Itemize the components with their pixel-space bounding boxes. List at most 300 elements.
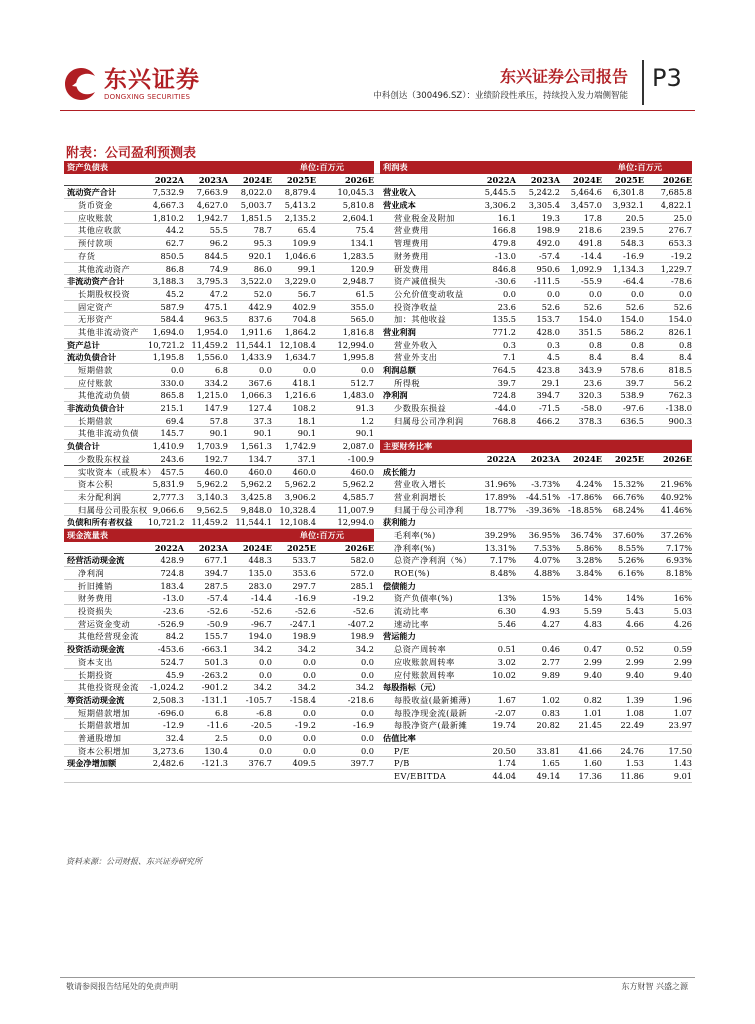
left-value-cell: 47.2 — [209, 288, 228, 299]
right-value-cell: -57.4 — [539, 250, 560, 261]
table-row — [64, 770, 692, 783]
table-row — [64, 732, 692, 745]
right-value-cell: 636.5 — [620, 415, 644, 426]
left-value-cell: 44.2 — [165, 225, 184, 236]
right-value-cell: -18.85% — [568, 504, 602, 515]
right-value-cell: 9.01 — [673, 771, 692, 781]
right-row-label: 归属于母公司净利 — [394, 504, 464, 515]
table-row — [64, 301, 692, 314]
left-value-cell: 1,942.7 — [196, 212, 228, 223]
left-panel-title: 资产负债表 — [67, 162, 108, 172]
right-value-cell: 36.74% — [570, 529, 602, 540]
left-value-cell: 0.0 — [302, 669, 316, 680]
right-row-label: 利润总额 — [383, 365, 416, 375]
right-value-cell: 538.9 — [620, 390, 644, 401]
left-value-cell: 1,634.7 — [284, 352, 316, 363]
right-value-cell: 23.6 — [497, 301, 516, 312]
report-title: 东兴证券公司报告 — [499, 67, 628, 86]
left-value-cell: 283.0 — [248, 580, 272, 591]
right-value-cell: 5.26% — [617, 555, 644, 566]
table-row — [64, 656, 692, 669]
left-row-label: 短期借款 — [78, 365, 113, 375]
right-value-cell: 7.53% — [533, 542, 560, 553]
right-value-cell: 724.8 — [492, 390, 516, 401]
left-value-cell: 2,482.6 — [152, 758, 184, 769]
right-value-cell: 56.2 — [673, 377, 692, 388]
left-value-cell: 1,911.6 — [240, 326, 272, 337]
right-value-cell: 23.6 — [583, 377, 602, 388]
left-value-cell: 0.0 — [360, 745, 374, 756]
right-value-cell: 7,685.8 — [660, 187, 692, 198]
left-row-label: 货币资金 — [78, 200, 113, 211]
table-row — [64, 326, 692, 339]
table-row — [64, 745, 692, 758]
left-row-label: 归属母公司股东权 — [78, 504, 148, 515]
table-row — [64, 491, 692, 504]
table-row — [64, 618, 692, 631]
right-value-cell: 1.65 — [541, 758, 560, 769]
right-value-cell: 0.59 — [673, 644, 692, 655]
right-value-cell: 6.16% — [617, 568, 644, 578]
left-value-cell: 1,216.6 — [284, 390, 316, 401]
left-value-cell: 460.0 — [292, 466, 316, 477]
left-value-cell: 0.0 — [258, 656, 272, 667]
left-value-cell: 75.4 — [355, 225, 374, 236]
left-value-cell: 1,742.9 — [284, 441, 316, 452]
right-row-label: 流动比率 — [394, 606, 429, 617]
left-row-label: 未分配利润 — [78, 491, 122, 502]
right-value-cell: 4.26 — [673, 618, 692, 629]
table-row — [64, 554, 692, 567]
left-row-label: 流动资产合计 — [67, 187, 117, 198]
right-value-cell: 41.46% — [660, 504, 692, 515]
left-value-cell: -16.9 — [295, 593, 316, 604]
table-row — [64, 542, 692, 555]
right-value-cell: 7.1 — [502, 352, 516, 363]
left-value-cell: -6.8 — [256, 707, 272, 718]
right-value-cell: -71.5 — [539, 403, 560, 414]
table-row — [64, 681, 692, 694]
left-value-cell: 215.1 — [160, 403, 184, 414]
right-value-cell: -17.86% — [568, 491, 602, 502]
right-value-cell: 3.28% — [575, 555, 602, 566]
left-value-cell: 9,066.6 — [152, 504, 184, 515]
left-row-label: 短期借款增加 — [78, 707, 131, 718]
left-value-cell: 134.7 — [248, 453, 272, 464]
right-value-cell: 4.88% — [533, 568, 560, 578]
left-value-cell: 145.7 — [160, 428, 184, 439]
right-value-cell: 2.99 — [583, 656, 602, 667]
table-row — [64, 212, 692, 225]
left-value-cell: 12,994.0 — [337, 339, 374, 350]
right-value-cell: -14.4 — [581, 250, 602, 261]
left-value-cell: 355.0 — [350, 301, 374, 312]
left-value-cell: -1,024.2 — [149, 682, 184, 693]
table-row — [64, 707, 692, 720]
left-row-label: 其他经营现金流 — [78, 631, 139, 642]
left-row-label: 其他投资现金流 — [78, 682, 139, 693]
right-row-label: 营业外收入 — [394, 339, 438, 350]
right-value-cell: 0.8 — [630, 339, 644, 350]
right-value-cell: 1,134.3 — [612, 263, 644, 274]
left-value-cell: 448.3 — [248, 555, 272, 566]
left-value-cell: -526.9 — [157, 618, 184, 629]
right-value-cell: 1,229.7 — [660, 263, 692, 274]
left-value-cell: 243.6 — [160, 453, 184, 464]
right-value-cell: 5,445.5 — [484, 187, 516, 198]
table-row — [64, 478, 692, 491]
right-value-cell: 1,092.9 — [570, 263, 602, 274]
left-value-cell: 457.5 — [160, 466, 184, 477]
right-value-cell: 52.6 — [541, 301, 560, 312]
right-value-cell: 3,306.2 — [484, 200, 516, 211]
right-value-cell: 8.55% — [617, 542, 644, 553]
left-value-cell: 460.0 — [350, 466, 374, 477]
right-value-cell: 0.82 — [583, 694, 602, 705]
left-value-cell: 5,413.2 — [284, 200, 316, 211]
table-row — [64, 313, 692, 326]
right-value-cell: 20.5 — [625, 212, 644, 223]
left-year-header: 2022A — [154, 174, 184, 185]
left-value-cell: 1,864.2 — [284, 326, 316, 337]
right-value-cell: 394.7 — [536, 390, 560, 401]
left-value-cell: 2,508.3 — [152, 694, 184, 705]
left-value-cell: 99.1 — [297, 263, 316, 274]
right-value-cell: 7.17% — [665, 542, 692, 553]
left-value-cell: 1,851.5 — [240, 212, 272, 223]
left-value-cell: 475.1 — [204, 301, 228, 312]
left-value-cell: 34.2 — [253, 644, 272, 655]
brand-name-english: DONGXING SECURITIES — [104, 93, 191, 101]
table-row — [64, 351, 692, 364]
left-value-cell: -52.6 — [251, 606, 272, 617]
left-value-cell: 12,108.4 — [279, 339, 316, 350]
left-value-cell: -105.7 — [245, 694, 272, 705]
left-value-cell: 37.3 — [253, 415, 272, 426]
left-value-cell: 32.4 — [165, 732, 184, 743]
left-value-cell: 78.7 — [253, 225, 272, 236]
left-row-label: 少数股东权益 — [78, 453, 131, 464]
right-value-cell: 1.01 — [583, 707, 602, 718]
left-row-label: 无形资产 — [78, 314, 113, 325]
right-value-cell: 22.49 — [620, 720, 644, 731]
right-value-cell: 15.32% — [612, 479, 644, 490]
left-row-label: 净利润 — [78, 568, 105, 578]
left-value-cell: 5,962.2 — [196, 479, 228, 490]
left-row-label: 负债合计 — [67, 441, 100, 452]
right-value-cell: 39.7 — [497, 377, 516, 388]
table-row — [64, 263, 692, 276]
left-value-cell: -52.6 — [295, 606, 316, 617]
right-row-label: 归属母公司净利润 — [394, 415, 464, 426]
left-value-cell: 2,135.2 — [284, 212, 316, 223]
right-value-cell: 1.43 — [673, 758, 692, 769]
right-value-cell: 23.97 — [668, 720, 692, 731]
right-value-cell: 6.30 — [497, 606, 516, 617]
right-year-header: 2025E — [614, 453, 644, 464]
right-row-label: P/B — [394, 758, 410, 769]
right-value-cell: 276.7 — [668, 225, 692, 236]
table-row — [64, 669, 692, 682]
right-row-label: 营业成本 — [383, 200, 416, 211]
right-row-label: EV/EBITDA — [394, 771, 447, 781]
right-value-cell: 37.26% — [660, 529, 692, 540]
table-row — [64, 504, 692, 517]
left-value-cell: 0.0 — [302, 656, 316, 667]
left-value-cell: 2,087.0 — [342, 441, 374, 452]
table-row — [64, 466, 692, 479]
left-row-label: 长期借款增加 — [78, 720, 131, 731]
left-value-cell: 194.0 — [248, 631, 272, 642]
right-value-cell: 846.8 — [492, 263, 516, 274]
right-value-cell: 16.1 — [497, 212, 516, 223]
header-divider — [642, 60, 644, 105]
right-value-cell: 66.76% — [612, 491, 644, 502]
footer-slogan: 东方财智 兴盛之源 — [621, 982, 688, 991]
table-row — [64, 186, 692, 199]
right-value-cell: 548.3 — [620, 238, 644, 249]
left-value-cell: 11,459.2 — [191, 517, 228, 528]
left-value-cell: 10,721.2 — [148, 339, 185, 350]
left-value-cell: 0.0 — [258, 745, 272, 756]
left-value-cell: 584.4 — [160, 314, 184, 325]
left-row-label: 实收资本（或股本） — [78, 466, 157, 477]
left-row-label: 存货 — [78, 250, 96, 261]
left-value-cell: -52.6 — [353, 606, 374, 617]
left-value-cell: 45.9 — [165, 669, 184, 680]
left-value-cell: 3,906.2 — [284, 491, 316, 502]
left-value-cell: 3,522.0 — [240, 276, 272, 287]
left-value-cell: 34.2 — [253, 682, 272, 693]
left-value-cell: -158.4 — [289, 694, 316, 705]
right-value-cell: 320.3 — [578, 390, 602, 401]
left-row-label: 预付款项 — [78, 238, 113, 249]
right-row-label: 少数股东损益 — [394, 403, 447, 414]
right-value-cell: 37.60% — [612, 529, 644, 540]
table-row — [64, 237, 692, 250]
left-row-label: 非流动资产合计 — [67, 276, 125, 287]
left-value-cell: 3,140.3 — [196, 491, 228, 502]
right-panel-unit: 单位:百万元 — [617, 162, 662, 172]
left-value-cell: 2.5 — [214, 732, 228, 743]
left-value-cell: 1,810.2 — [152, 212, 184, 223]
left-value-cell: 0.0 — [170, 365, 184, 375]
left-value-cell: 3,188.3 — [152, 276, 184, 287]
left-value-cell: 460.0 — [204, 466, 228, 477]
left-value-cell: 0.0 — [258, 732, 272, 743]
left-value-cell: 0.0 — [360, 656, 374, 667]
left-value-cell: 5,962.2 — [284, 479, 316, 490]
right-value-cell: 1.53 — [625, 758, 644, 769]
right-value-cell: 52.6 — [673, 301, 692, 312]
right-year-header: 2026E — [662, 453, 692, 464]
right-value-cell: 40.92% — [660, 491, 692, 502]
right-value-cell: -64.4 — [623, 276, 644, 287]
right-value-cell: 4.93 — [541, 606, 560, 617]
left-value-cell: 96.2 — [209, 238, 228, 249]
table-row — [64, 630, 692, 643]
right-value-cell: 1.67 — [497, 694, 516, 705]
right-row-label: 营业外支出 — [394, 352, 438, 363]
right-value-cell: -78.6 — [671, 276, 692, 287]
left-value-cell: -121.3 — [201, 758, 228, 769]
left-value-cell: 37.1 — [297, 453, 316, 464]
left-value-cell: 90.1 — [209, 428, 228, 439]
right-row-label: 营业利润 — [383, 326, 416, 337]
right-value-cell: 466.2 — [536, 415, 560, 426]
right-year-header: 2026E — [662, 174, 692, 185]
right-value-cell: 52.6 — [625, 301, 644, 312]
left-value-cell: 55.5 — [209, 225, 228, 236]
left-value-cell: 0.0 — [302, 732, 316, 743]
right-value-cell: 25.0 — [673, 212, 692, 223]
right-value-cell: -111.5 — [533, 276, 560, 287]
right-value-cell: 0.8 — [588, 339, 602, 350]
table-row — [64, 719, 692, 732]
table-row — [64, 415, 692, 428]
left-value-cell: 837.6 — [248, 314, 272, 325]
table-row — [64, 275, 692, 288]
left-value-cell: 108.2 — [292, 403, 316, 414]
left-value-cell: 442.9 — [248, 301, 272, 312]
left-value-cell: 572.0 — [350, 568, 374, 578]
forecast-table — [64, 161, 692, 783]
left-row-label: 其他非流动资产 — [78, 326, 139, 337]
left-value-cell: 501.3 — [204, 656, 228, 667]
left-row-label: 长期借款 — [78, 415, 113, 426]
table-row — [64, 516, 692, 529]
source-note: 资料来源：公司财报、东兴证券研究所 — [66, 857, 202, 866]
right-value-cell: 10.02 — [492, 669, 516, 680]
left-value-cell: 2,948.7 — [342, 276, 374, 287]
left-value-cell: 1,561.3 — [240, 441, 272, 452]
right-row-label: 营业利润增长 — [394, 491, 447, 502]
right-value-cell: -2.07 — [495, 707, 516, 718]
left-value-cell: 6.8 — [214, 707, 228, 718]
right-value-cell: 653.3 — [668, 238, 692, 249]
left-value-cell: 74.9 — [209, 263, 228, 274]
right-value-cell: 0.0 — [502, 288, 516, 299]
right-value-cell: 33.81 — [536, 745, 560, 756]
left-row-label: 负债和所有者权益 — [67, 517, 133, 528]
table-row — [64, 161, 692, 174]
right-value-cell: 5.46 — [497, 618, 516, 629]
right-value-cell: 3,932.1 — [612, 200, 644, 211]
right-value-cell: 8.18% — [665, 568, 692, 578]
left-row-label: 营运资金变动 — [78, 618, 131, 629]
right-year-header: 2023A — [530, 453, 560, 464]
left-row-label: 折旧摊销 — [78, 580, 113, 591]
right-value-cell: 17.36 — [578, 771, 602, 781]
left-year-header: 2025E — [286, 542, 316, 553]
left-value-cell: 1,816.8 — [342, 326, 374, 337]
right-row-label: 获利能力 — [383, 517, 416, 528]
right-value-cell: 153.7 — [536, 314, 560, 325]
table-row — [64, 567, 692, 580]
right-year-header: 2025E — [614, 174, 644, 185]
left-value-cell: 5,831.9 — [152, 479, 184, 490]
right-value-cell: 218.6 — [578, 225, 602, 236]
left-value-cell: 11,544.1 — [235, 517, 272, 528]
right-value-cell: 39.7 — [625, 377, 644, 388]
right-value-cell: 52.6 — [583, 301, 602, 312]
right-value-cell: 2.99 — [673, 656, 692, 667]
left-value-cell: 565.0 — [350, 314, 374, 325]
left-value-cell: 127.4 — [248, 403, 272, 414]
right-value-cell: -19.2 — [671, 250, 692, 261]
left-value-cell: 920.1 — [248, 250, 272, 261]
right-value-cell: 351.5 — [578, 326, 602, 337]
left-value-cell: 52.0 — [253, 288, 272, 299]
left-row-label: 其他非流动负债 — [78, 428, 139, 439]
right-value-cell: -138.0 — [665, 403, 692, 414]
right-value-cell: 8.4 — [588, 352, 602, 363]
left-panel-unit: 单位:百万元 — [299, 162, 344, 172]
left-value-cell: -52.6 — [207, 606, 228, 617]
right-value-cell: 0.46 — [541, 644, 560, 655]
left-value-cell: 4,585.7 — [342, 491, 374, 502]
left-value-cell: 155.7 — [204, 631, 228, 642]
right-value-cell: 24.76 — [620, 745, 644, 756]
left-value-cell: -218.6 — [347, 694, 374, 705]
table-row — [64, 250, 692, 263]
left-value-cell: 90.1 — [297, 428, 316, 439]
left-value-cell: 1,556.0 — [196, 352, 228, 363]
left-value-cell: 1,046.6 — [284, 250, 316, 261]
right-row-label: 应付账款周转率 — [394, 669, 455, 680]
left-value-cell: 135.0 — [248, 568, 272, 578]
table-row — [64, 694, 692, 707]
right-value-cell: 41.66 — [578, 745, 602, 756]
left-year-header: 2024E — [242, 542, 272, 553]
left-value-cell: 367.6 — [248, 377, 272, 388]
left-value-cell: 1,703.9 — [196, 441, 228, 452]
right-value-cell: 762.3 — [668, 390, 692, 401]
right-row-label: 资产减值损失 — [394, 276, 447, 287]
left-row-label: 普通股增加 — [78, 732, 122, 743]
left-value-cell: 397.7 — [350, 758, 374, 769]
right-value-cell: 1.39 — [625, 694, 644, 705]
right-value-cell: 1.02 — [541, 694, 560, 705]
left-value-cell: 65.4 — [297, 225, 316, 236]
left-value-cell: 2,777.3 — [152, 491, 184, 502]
right-value-cell: 13.31% — [484, 542, 516, 553]
right-row-label: 净利率(%) — [394, 542, 436, 553]
left-value-cell: -57.4 — [207, 593, 228, 604]
right-value-cell: 3,305.4 — [528, 200, 560, 211]
right-value-cell: 3.84% — [575, 568, 602, 578]
left-value-cell: 287.5 — [204, 580, 228, 591]
left-value-cell: 353.6 — [292, 568, 316, 578]
right-value-cell: 154.0 — [620, 314, 644, 325]
right-value-cell: 49.14 — [536, 771, 560, 781]
right-value-cell: 0.8 — [678, 339, 692, 350]
left-value-cell: 7,663.9 — [196, 187, 228, 198]
right-row-label: 加：其他收益 — [394, 314, 447, 325]
right-row-label: 每股净资产(最新摊 — [394, 720, 468, 731]
right-value-cell: 154.0 — [668, 314, 692, 325]
right-value-cell: 9.40 — [583, 669, 602, 680]
left-row-label: 资本公积增加 — [78, 745, 131, 756]
left-value-cell: 147.9 — [204, 403, 228, 414]
right-value-cell: 239.5 — [620, 225, 644, 236]
left-value-cell: 1,433.9 — [240, 352, 272, 363]
right-row-label: 总资产周转率 — [394, 644, 447, 655]
left-value-cell: 524.7 — [160, 656, 184, 667]
right-year-header: 2023A — [530, 174, 560, 185]
right-value-cell: 19.3 — [541, 212, 560, 223]
right-value-cell: 826.1 — [668, 326, 692, 337]
